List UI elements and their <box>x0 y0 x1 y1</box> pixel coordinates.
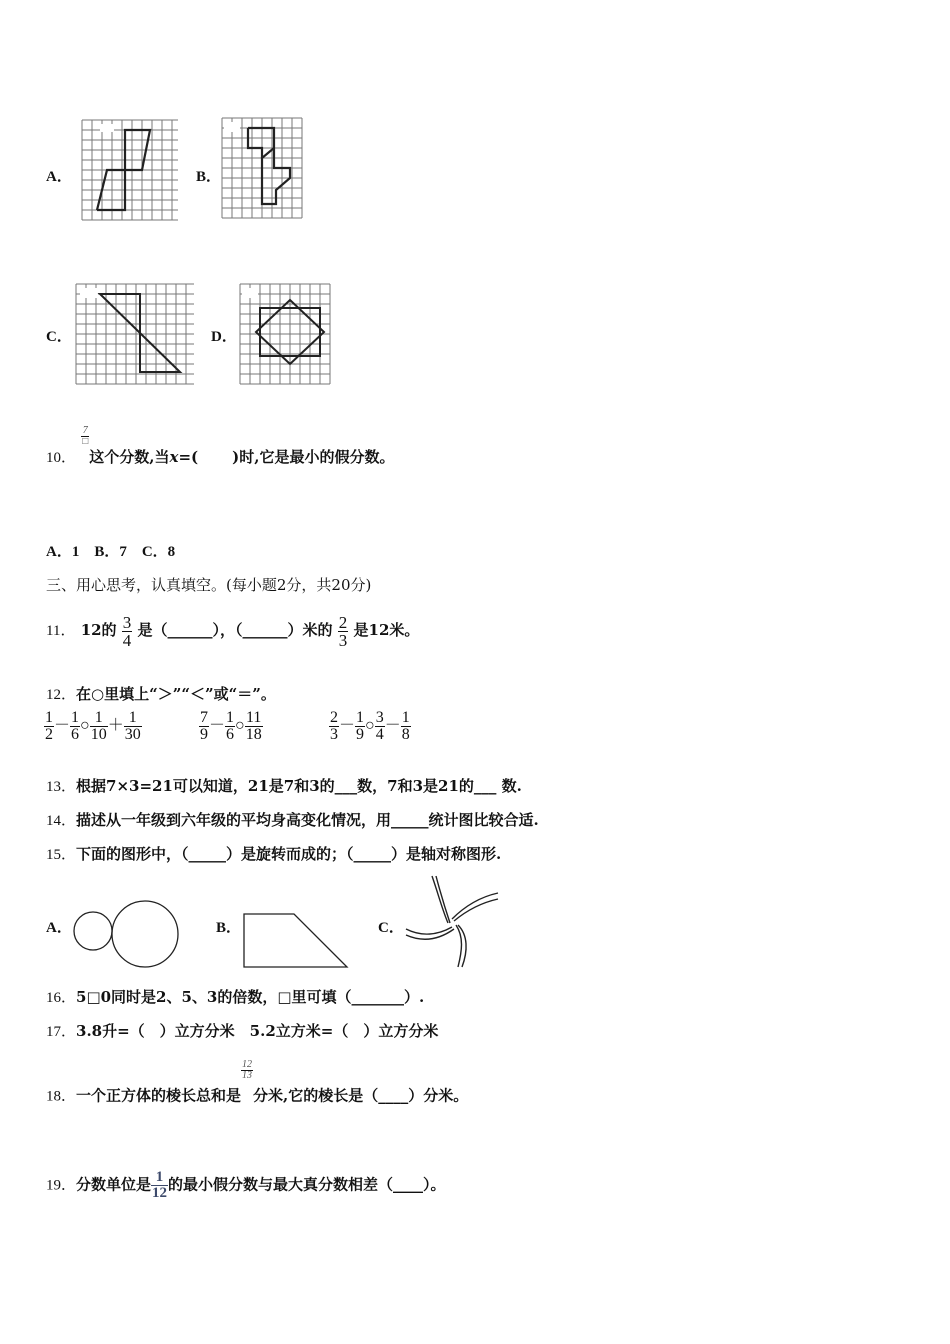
grid-figure-b <box>220 116 304 220</box>
fraction <box>122 614 133 649</box>
question-12 <box>46 683 276 704</box>
text: 描述从一年级到六年级的平均身高变化情况，用_____统计图比较合适. <box>76 811 539 829</box>
text: 3.8升=（ ）立方分米 5.2立方米=（ ）立方分米 <box>76 1022 439 1040</box>
fraction: $\frac{1}{30}$ <box>124 709 141 743</box>
text: 分米,它的棱长是（____）分米。 <box>253 1086 469 1105</box>
question-18 <box>46 1060 468 1106</box>
variable: x <box>169 448 179 466</box>
fraction: $\frac{1}{9}$ <box>356 709 365 743</box>
rotated-blades-figure <box>402 873 502 971</box>
question-number: 15． <box>46 847 77 863</box>
question-number: 16． <box>46 990 77 1006</box>
text: 的最小假分数与最大真分数相差（____）。 <box>168 1175 446 1194</box>
trapezoid-figure <box>242 912 350 970</box>
question-number: 12． <box>46 687 77 703</box>
operator: － <box>384 717 401 735</box>
grid-figure-d <box>238 282 332 386</box>
numerator: 1 <box>155 1169 164 1185</box>
fraction <box>241 1060 253 1081</box>
question-11 <box>46 600 419 661</box>
question-number: 17． <box>46 1024 77 1040</box>
question-13 <box>46 775 522 796</box>
numerator: 2 <box>338 612 348 632</box>
text: 一个正方体的棱长总和是 <box>76 1086 242 1105</box>
question-number: 18． <box>46 1088 77 1105</box>
denominator: 12 <box>152 1185 168 1201</box>
fraction: $\frac{1}{6}$ <box>226 709 235 743</box>
numerator: 12 <box>242 1059 253 1070</box>
operator: ＋ <box>107 717 124 735</box>
q10-answer-options: A．1 B．7 C．8 <box>46 544 176 560</box>
compare-circle[interactable]: ○ <box>365 717 375 735</box>
question-15 <box>46 843 501 864</box>
option-a-label: A． <box>46 169 72 185</box>
q15-option-b-label: B． <box>216 920 242 936</box>
text: 12的 <box>80 621 117 639</box>
q15-option-a-label: A． <box>46 920 72 936</box>
section-title: 三、用心思考，认真填空。(每小题2分，共20分) <box>46 576 372 594</box>
operator: － <box>209 717 226 735</box>
denominator: □ <box>82 436 89 447</box>
text: 下面的图形中，（_____）是旋转而成的；（_____）是轴对称图形. <box>76 845 502 863</box>
text: 在○里填上“＞”“＜”或“＝”。 <box>76 685 276 703</box>
question-19 <box>46 1170 446 1201</box>
question-10 <box>46 426 394 467</box>
numerator: 7 <box>82 425 88 436</box>
denominator: 13 <box>242 1070 253 1081</box>
text: 5□0同时是2、5、3的倍数，□里可填（_______）. <box>76 988 425 1006</box>
question-number: 13． <box>46 779 77 795</box>
fraction: $\frac{2}{3}$ <box>330 709 338 743</box>
question-14 <box>46 809 539 830</box>
compare-circle[interactable]: ○ <box>235 717 245 735</box>
text: 分数单位是 <box>76 1175 152 1194</box>
q12-expression-3 <box>329 710 411 743</box>
text: 根据7×3=21可以知道，21是7和3的___数，7和3是21的___ 数. <box>76 777 522 795</box>
q12-expression-1 <box>44 710 142 743</box>
fraction: $\frac{1}{10}$ <box>90 709 107 743</box>
fraction: $\frac{1}{6}$ <box>71 709 80 743</box>
fraction: $\frac{3}{4}$ <box>375 709 384 743</box>
denominator: 3 <box>338 630 348 650</box>
question-number: 19． <box>46 1177 77 1194</box>
fraction: $\frac{7}{9}$ <box>200 709 208 743</box>
option-d-label: D． <box>211 329 237 345</box>
grid-figure-a <box>80 118 180 224</box>
text: =( <box>178 448 199 466</box>
text: 这个分数,当 <box>89 448 170 466</box>
operator: － <box>54 717 71 735</box>
fraction <box>81 426 89 447</box>
q12-expression-2 <box>199 710 263 743</box>
q15-option-c-label: C． <box>378 920 404 936</box>
question-16 <box>46 986 424 1007</box>
question-number: 11． <box>46 623 76 639</box>
fraction <box>338 614 349 649</box>
text: 是（______），（______）米的 <box>137 621 333 639</box>
operator: － <box>339 717 356 735</box>
numerator: 3 <box>122 612 132 632</box>
text: 是12米。 <box>353 621 420 639</box>
grid-figure-c <box>74 282 196 388</box>
denominator: 4 <box>122 630 132 650</box>
compare-circle[interactable]: ○ <box>80 717 90 735</box>
option-b-label: B． <box>196 169 222 185</box>
fraction: $\frac{11}{18}$ <box>245 709 262 743</box>
question-number: 14． <box>46 813 77 829</box>
question-number: 10． <box>46 450 77 466</box>
fraction: $\frac{1}{8}$ <box>401 709 410 743</box>
option-c-label: C． <box>46 329 72 345</box>
fraction: $\frac{1}{2}$ <box>45 709 53 743</box>
fraction <box>151 1170 168 1201</box>
two-circles-figure <box>72 900 182 972</box>
question-17 <box>46 1020 438 1041</box>
text: )时,它是最小的假分数。 <box>232 448 395 466</box>
